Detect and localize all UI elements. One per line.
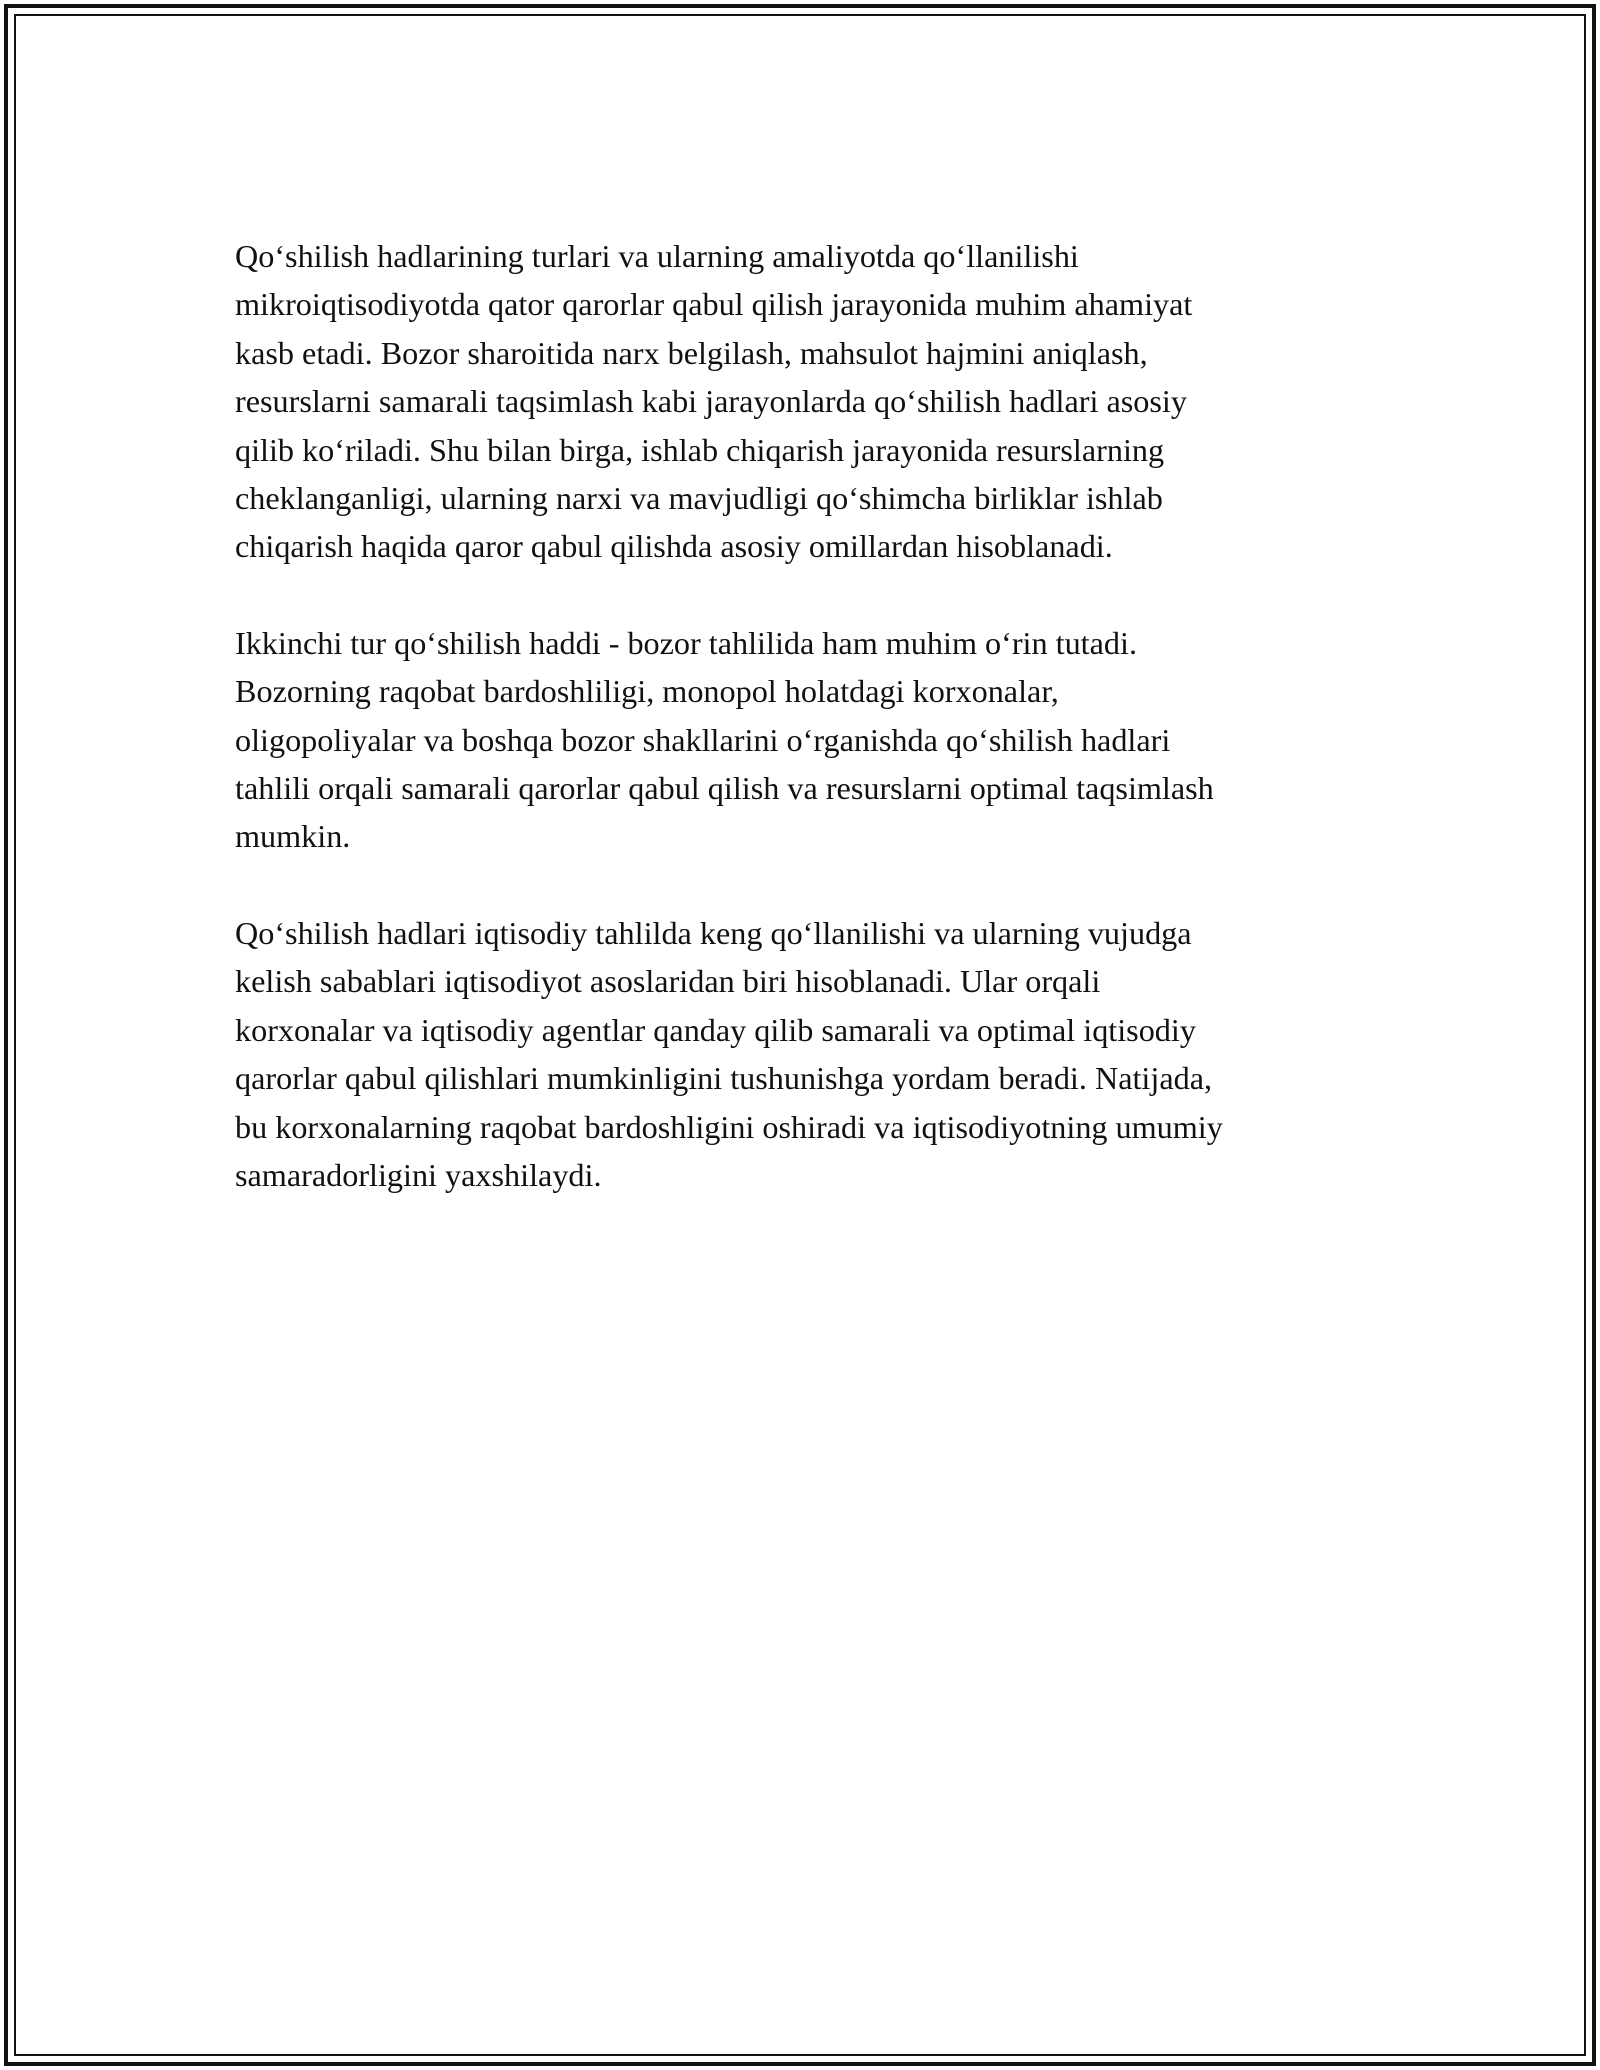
document-body — [235, 232, 1375, 1247]
paragraph-1: Qo‘shilish hadlarining turlari va ularning amaliyotda qo‘llanilishi mikroiqtisodiyotda qator qarorlar qabul qilish jarayonida muhim ahamiyat kasb etadi. Bozor sharoitida narx belgilash, mahsulot hajmini aniqlash, resurslarni samarali taqsimlash kabi jarayonlarda qo‘shilish hadlari asosiy qilib ko‘riladi. Shu bilan birga, ishlab chiqarish jarayonida resurslarning cheklanganligi, ularning narxi va mavjudligi qo‘shimcha birliklar ishlab chiqarish haqida qaror qabul qilishda asosiy omillardan hisoblanadi. — [235, 238, 1193, 565]
paragraph-3: Qo‘shilish hadlari iqtisodiy tahlilda keng qo‘llanilishi va ularning vujudga kelish sabablari iqtisodiyot asoslaridan biri hisoblanadi. Ular orqali korxonalar va iqtisodiy agentlar qanday qilib samarali va optimal iqtisodiy qarorlar qabul qilishlari mumkinligini tushunishga yordam beradi. Natijada, bu korxonalarning raqobat bardoshligini oshiradi va iqtisodiyotning umumiy samaradorligini yaxshilaydi. — [235, 914, 1223, 1193]
paragraph-2: Ikkinchi tur qo‘shilish haddi - bozor tahlilida ham muhim o‘rin tutadi. Bozorning raqobat bardoshliligi, monopol holatdagi korxonalar, oligopoliyalar va boshqa bozor shakllarini o‘rganishda qo‘shilish hadlari tahlili orqali samarali qarorlar qabul qilish va resurslarni optimal taqsimlash mumkin. — [235, 624, 1214, 855]
